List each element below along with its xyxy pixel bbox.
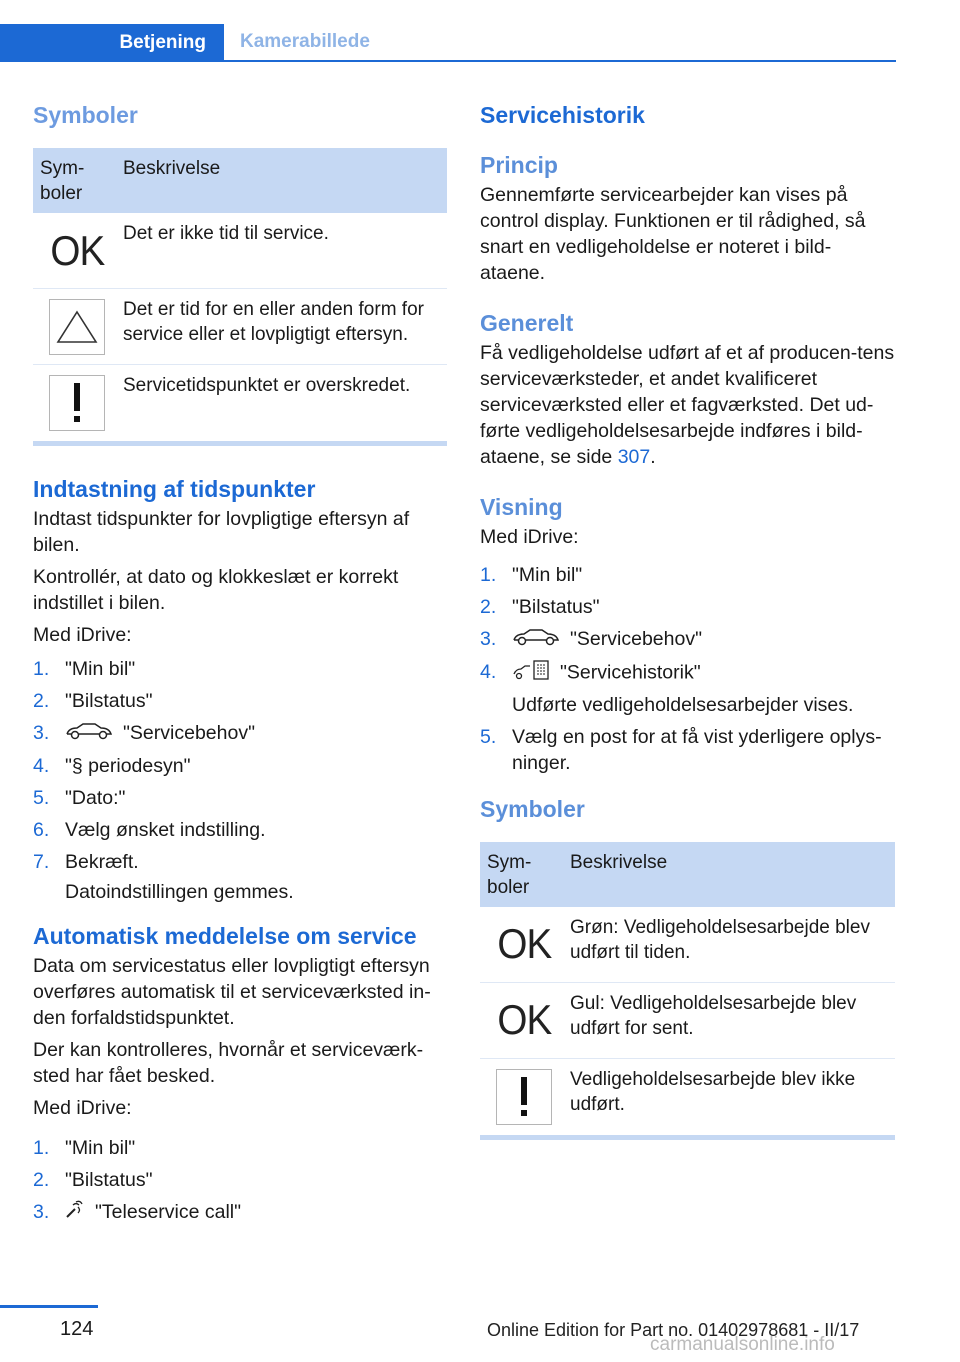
exclamation-icon xyxy=(496,1069,552,1125)
car-service-icon xyxy=(65,721,113,747)
list-item: 1. "Min bil" xyxy=(33,658,136,680)
page-link[interactable]: 307 xyxy=(617,446,651,468)
table-row xyxy=(480,907,895,983)
page-number: 124 xyxy=(60,1318,94,1340)
subheading-visning: Visning xyxy=(480,494,563,520)
symbols-heading: Symboler xyxy=(480,795,585,822)
steps-list xyxy=(480,724,895,776)
ok-icon: OK xyxy=(497,920,551,968)
list-item: 3. "Servicebehov" xyxy=(480,626,895,653)
ok-icon: OK xyxy=(50,226,104,274)
row-text: Vedligeholdelsesarbejde blev ikke udført. xyxy=(570,1068,856,1115)
list-item: 2. "Bilstatus" xyxy=(33,690,153,712)
tab-kamerabillede[interactable]: Kamerabillede xyxy=(240,31,370,52)
list-item: 7. Bekræft. xyxy=(33,850,139,873)
list-item: 4. "§ periodesyn" xyxy=(33,754,191,777)
service-history-icon xyxy=(512,659,550,688)
row-text: Det er ikke tid til service. xyxy=(123,223,329,244)
tab-betjening[interactable]: Betjening xyxy=(0,24,224,62)
paragraph: Data om servicestatus eller lovpligtigt eftersyn overføres automatisk til et serviceværksted in-den forfaldstidspunktet. xyxy=(33,954,431,1029)
section-heading-servicehistorik: Servicehistorik xyxy=(480,102,645,128)
right-column xyxy=(480,100,895,1140)
wrench-signal-icon xyxy=(65,1199,85,1226)
paragraph: Med iDrive: xyxy=(480,526,579,548)
row-text: Servicetidspunktet er overskredet. xyxy=(123,375,411,396)
list-item: 1. "Min bil" xyxy=(33,1136,136,1159)
table-header xyxy=(480,842,895,907)
row-text: Det er tid for en eller anden form for service eller et lovpligtigt eftersyn. xyxy=(123,299,424,345)
warning-triangle-icon xyxy=(49,299,105,355)
symbols-table xyxy=(33,148,447,446)
table-row xyxy=(33,365,447,441)
paragraph: Gennemførte servicearbejder kan vises på control display. Funktionen er til rådighed, så snart en vedligeholdelse er noteret i bild-ataene. xyxy=(480,184,866,284)
header-symbols: Sym- boler xyxy=(487,851,532,898)
table-header xyxy=(33,148,447,213)
exclamation-icon xyxy=(49,375,105,431)
list-item: 1. "Min bil" xyxy=(480,564,583,586)
list-item: 3. "Teleservice call" xyxy=(33,1199,447,1226)
step-note: Udførte vedligeholdelsesarbejder vises. xyxy=(512,693,854,716)
table-row xyxy=(480,983,895,1059)
footer-rule xyxy=(0,1305,98,1308)
header-symbols: Sym- boler xyxy=(40,158,85,204)
paragraph: Indtast tidspunkter for lovpligtige eftersyn af bilen. xyxy=(33,508,410,556)
list-item: 2. "Bilstatus" xyxy=(480,596,600,618)
subheading-generelt: Generelt xyxy=(480,310,574,336)
row-text: Gul: Vedligeholdelsesarbejde blev udført for sent. xyxy=(570,992,857,1039)
steps-list xyxy=(480,562,895,688)
paragraph: Med iDrive: xyxy=(33,1096,132,1119)
header-description: Beskrivelse xyxy=(570,851,668,873)
list-item: 4. "Servicehistorik" xyxy=(480,659,895,688)
list-item: 2. "Bilstatus" xyxy=(33,1168,153,1191)
ok-icon: OK xyxy=(497,996,551,1044)
left-column xyxy=(33,100,447,1232)
row-text: Grøn: Vedligeholdelsesarbejde blev udført til tiden. xyxy=(570,916,870,963)
list-item: 5. "Dato:" xyxy=(33,786,126,809)
list-item: 5. Vælg en post for at få vist yderligere oplys-ninger. xyxy=(480,725,882,774)
page-header xyxy=(0,24,896,62)
table-row xyxy=(480,1059,895,1135)
list-item: 3. "Servicebehov" xyxy=(33,720,447,747)
paragraph: Med iDrive: xyxy=(33,624,132,646)
table-row xyxy=(33,213,447,289)
symbols-heading: Symboler xyxy=(33,102,138,128)
step-note: Datoindstillingen gemmes. xyxy=(65,880,294,903)
symbols-table xyxy=(480,842,895,1140)
edition-text: Online Edition for Part no. 01402978681 - II/17 xyxy=(487,1320,860,1340)
steps-list xyxy=(33,1135,447,1226)
table-row xyxy=(33,289,447,365)
paragraph: Få vedligeholdelse udført af et af producen-tens serviceværksteder, et andet kvalificeret serviceværksted eller et fagværksted. Det ud-førte vedligeholdelsesarbejde indføres i bild-ataene, se side 307. xyxy=(480,342,895,468)
subheading-princip: Princip xyxy=(480,152,558,178)
steps-list xyxy=(33,656,447,875)
car-service-icon xyxy=(512,627,560,653)
header-description: Beskrivelse xyxy=(123,158,221,179)
paragraph: Der kan kontrolleres, hvornår et serviceværk-sted har fået besked. xyxy=(33,1038,424,1087)
paragraph: Kontrollér, at dato og klokkeslæt er korrekt indstillet i bilen. xyxy=(33,566,399,614)
watermark: carmanualsonline.info xyxy=(650,1334,835,1355)
section-heading-indtastning: Indtastning af tidspunkter xyxy=(33,476,316,502)
list-item: 6. Vælg ønsket indstilling. xyxy=(33,818,266,841)
section-heading-automatisk: Automatisk meddelelse om service xyxy=(33,922,417,949)
